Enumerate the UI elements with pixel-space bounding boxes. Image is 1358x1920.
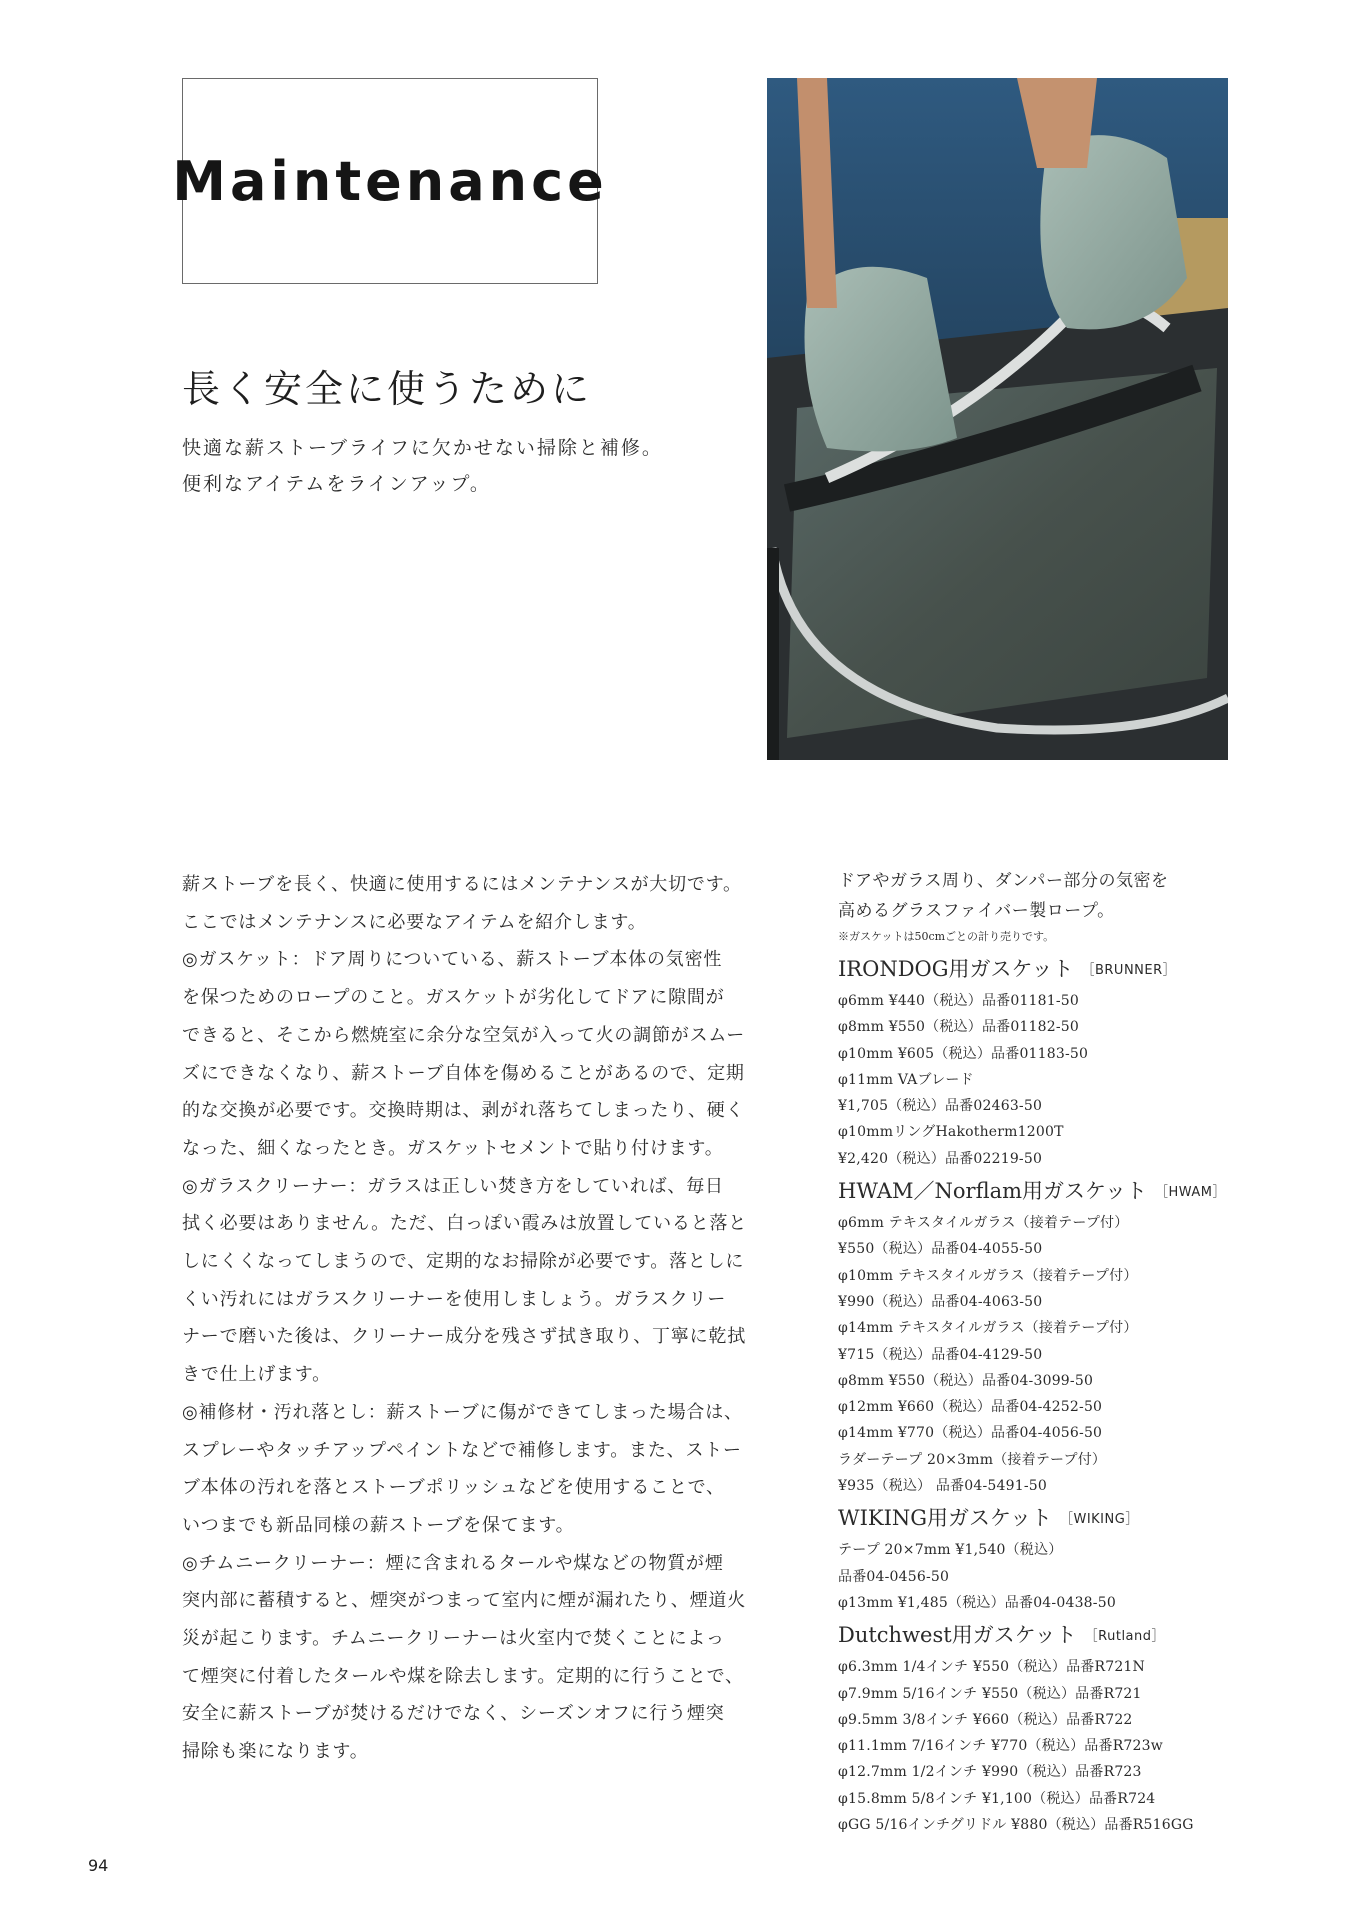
body-line: 的な交換が必要です。交換時期は、剥がれ落ちてしまったり、硬く: [182, 1100, 745, 1122]
product-line: φ10mm ¥605（税込）品番01183-50: [838, 1045, 1089, 1062]
product-line: ¥715（税込）品番04-4129-50: [838, 1346, 1043, 1363]
body-line: ◎ガスケット：ドア周りについている、薪ストーブ本体の気密性: [182, 949, 723, 971]
intro-line: ドアやガラス周り、ダンパー部分の気密を: [838, 871, 1169, 891]
title-box: [172, 78, 608, 284]
product-title: [838, 1174, 1238, 1210]
body-line: ナーで磨いた後は、クリーナー成分を残さず拭き取り、丁寧に乾拭: [182, 1326, 746, 1348]
product-name: Dutchwest用ガスケット: [838, 1623, 1077, 1648]
product-name: HWAM／Norflam用ガスケット: [838, 1179, 1147, 1204]
body-line: 拭く必要はありません。ただ、白っぽい霞みは放置していると落と: [182, 1213, 748, 1235]
body-line: ◎補修材・汚れ落とし：薪ストーブに傷ができてしまった場合は、: [182, 1401, 743, 1423]
products: [838, 952, 1238, 1838]
product-line: φ12mm ¥660（税込）品番04-4252-50: [838, 1399, 1103, 1416]
product-line: φ15.8mm 5/8インチ ¥1,100（税込）品番R724: [838, 1790, 1156, 1807]
product-line: ¥1,705（税込）品番02463-50: [838, 1098, 1043, 1115]
product-title: [838, 1501, 1238, 1537]
headline: 長く安全に使うために: [182, 367, 593, 411]
lead-line: 便利なアイテムをラインアップ。: [182, 473, 491, 495]
body-line: ブ本体の汚れを落とストーブポリッシュなどを使用することで、: [182, 1477, 725, 1499]
product-line: テープ 20×7mm ¥1,540（税込）: [838, 1542, 1063, 1559]
body-line: 災が起こります。チムニークリーナーは火室内で焚くことによっ: [182, 1628, 725, 1650]
product-line: φGG 5/16インチグリドル ¥880（税込）品番R516GG: [838, 1817, 1194, 1834]
lead-text: [182, 430, 663, 502]
measure-note: ※ガスケットは50cmごとの計り売りです。: [838, 930, 1055, 943]
product-line: ラダーテープ 20×3mm（接着テープ付）: [838, 1451, 1107, 1468]
product-line: ¥2,420（税込）品番02219-50: [838, 1150, 1043, 1167]
product-line: φ9.5mm 3/8インチ ¥660（税込）品番R722: [838, 1711, 1133, 1728]
product-line: φ14mm テキスタイルガラス（接着テープ付）: [838, 1320, 1138, 1337]
body-line: きで仕上げます。: [182, 1364, 331, 1386]
product-title: [838, 1618, 1238, 1654]
body-line: 安全に薪ストーブが焚けるだけでなく、シーズンオフに行う煙突: [182, 1703, 725, 1725]
body-line: 薪ストーブを長く、快適に使用するにはメンテナンスが大切です。: [182, 874, 742, 895]
body-line: いつまでも新品同様の薪ストーブを保てます。: [182, 1514, 575, 1536]
body-line: スプレーやタッチアップペイントなどで補修します。また、ストー: [182, 1439, 742, 1461]
body-line: 突内部に蓄積すると、煙突がつまって室内に煙が漏れたり、煙道火: [182, 1590, 746, 1612]
body-line: ズにできなくなり、薪ストーブ自体を傷めることがあるので、定期: [182, 1062, 745, 1084]
product-section: [838, 1501, 1238, 1616]
product-section: [838, 952, 1238, 1172]
product-line: ¥990（税込）品番04-4063-50: [838, 1293, 1043, 1310]
product-line: φ6mm テキスタイルガラス（接着テープ付）: [838, 1215, 1129, 1232]
intro-line: 高めるグラスファイバー製ロープ。: [838, 901, 1115, 921]
product-line: φ10mmリングHakotherm1200T: [838, 1124, 1064, 1141]
body-line: しにくくなってしまうので、定期的なお掃除が必要です。落としに: [182, 1251, 745, 1273]
lead-line: 快適な薪ストーブライフに欠かせない掃除と補修。: [182, 437, 663, 459]
product-line: φ7.9mm 5/16インチ ¥550（税込）品番R721: [838, 1685, 1142, 1702]
gasket-replacement-photo: [767, 78, 1228, 760]
body-line: を保つためのロープのこと。ガスケットが劣化してドアに隙間が: [182, 987, 725, 1009]
body-line: ◎ガラスクリーナー：ガラスは正しい焚き方をしていれば、毎日: [182, 1175, 724, 1197]
body-line: くい汚れにはガラスクリーナーを使用しましょう。ガラスクリー: [182, 1288, 727, 1310]
product-line: φ13mm ¥1,485（税込）品番04-0438-50: [838, 1594, 1116, 1611]
product-line: φ8mm ¥550（税込）品番01182-50: [838, 1019, 1080, 1036]
product-line: 品番04-0456-50: [838, 1568, 950, 1585]
page-title: Maintenance: [172, 149, 608, 213]
product-name: IRONDOG用ガスケット: [838, 957, 1074, 981]
product-line: φ6mm ¥440（税込）品番01181-50: [838, 993, 1080, 1009]
body-text: [182, 866, 764, 1771]
product-name: WIKING用ガスケット: [838, 1506, 1052, 1531]
product-line: φ11.1mm 7/16インチ ¥770（税込）品番R723w: [838, 1738, 1163, 1755]
product-title: [838, 952, 1238, 988]
product-section: [838, 1174, 1238, 1499]
product-line: φ12.7mm 1/2インチ ¥990（税込）品番R723: [838, 1764, 1142, 1781]
body-line: なった、細くなったとき。ガスケットセメントで貼り付けます。: [182, 1137, 724, 1159]
product-brand: ［BRUNNER］: [1081, 963, 1177, 978]
body-line: て煙突に付着したタールや煤を除去します。定期的に行うことで、: [182, 1665, 744, 1687]
product-line: φ10mm テキスタイルガラス（接着テープ付）: [838, 1267, 1138, 1284]
page-number: 94: [88, 1856, 109, 1875]
product-section: [838, 1618, 1238, 1838]
body-line: ◎チムニークリーナー：煙に含まれるタールや煤などの物質が煙: [182, 1552, 724, 1574]
body-line: できると、そこから燃焼室に余分な空気が入って火の調節がスムー: [182, 1024, 746, 1046]
product-brand: ［HWAM］: [1154, 1185, 1226, 1201]
product-line: φ6.3mm 1/4インチ ¥550（税込）品番R721N: [838, 1659, 1145, 1676]
product-line: ¥550（税込）品番04-4055-50: [838, 1241, 1043, 1258]
product-line: φ14mm ¥770（税込）品番04-4056-50: [838, 1425, 1103, 1442]
product-brand: ［Rutland］: [1084, 1629, 1166, 1645]
gasket-product-list: [838, 866, 1238, 1838]
body-line: ここではメンテナンスに必要なアイテムを紹介します。: [182, 911, 647, 933]
body-line: 掃除も楽になります。: [182, 1741, 369, 1763]
product-line: φ11mm VAブレード: [838, 1071, 974, 1088]
product-line: ¥935（税込） 品番04-5491-50: [838, 1478, 1047, 1495]
product-line: φ8mm ¥550（税込）品番04-3099-50: [838, 1372, 1094, 1389]
product-brand: ［WIKING］: [1059, 1512, 1139, 1528]
